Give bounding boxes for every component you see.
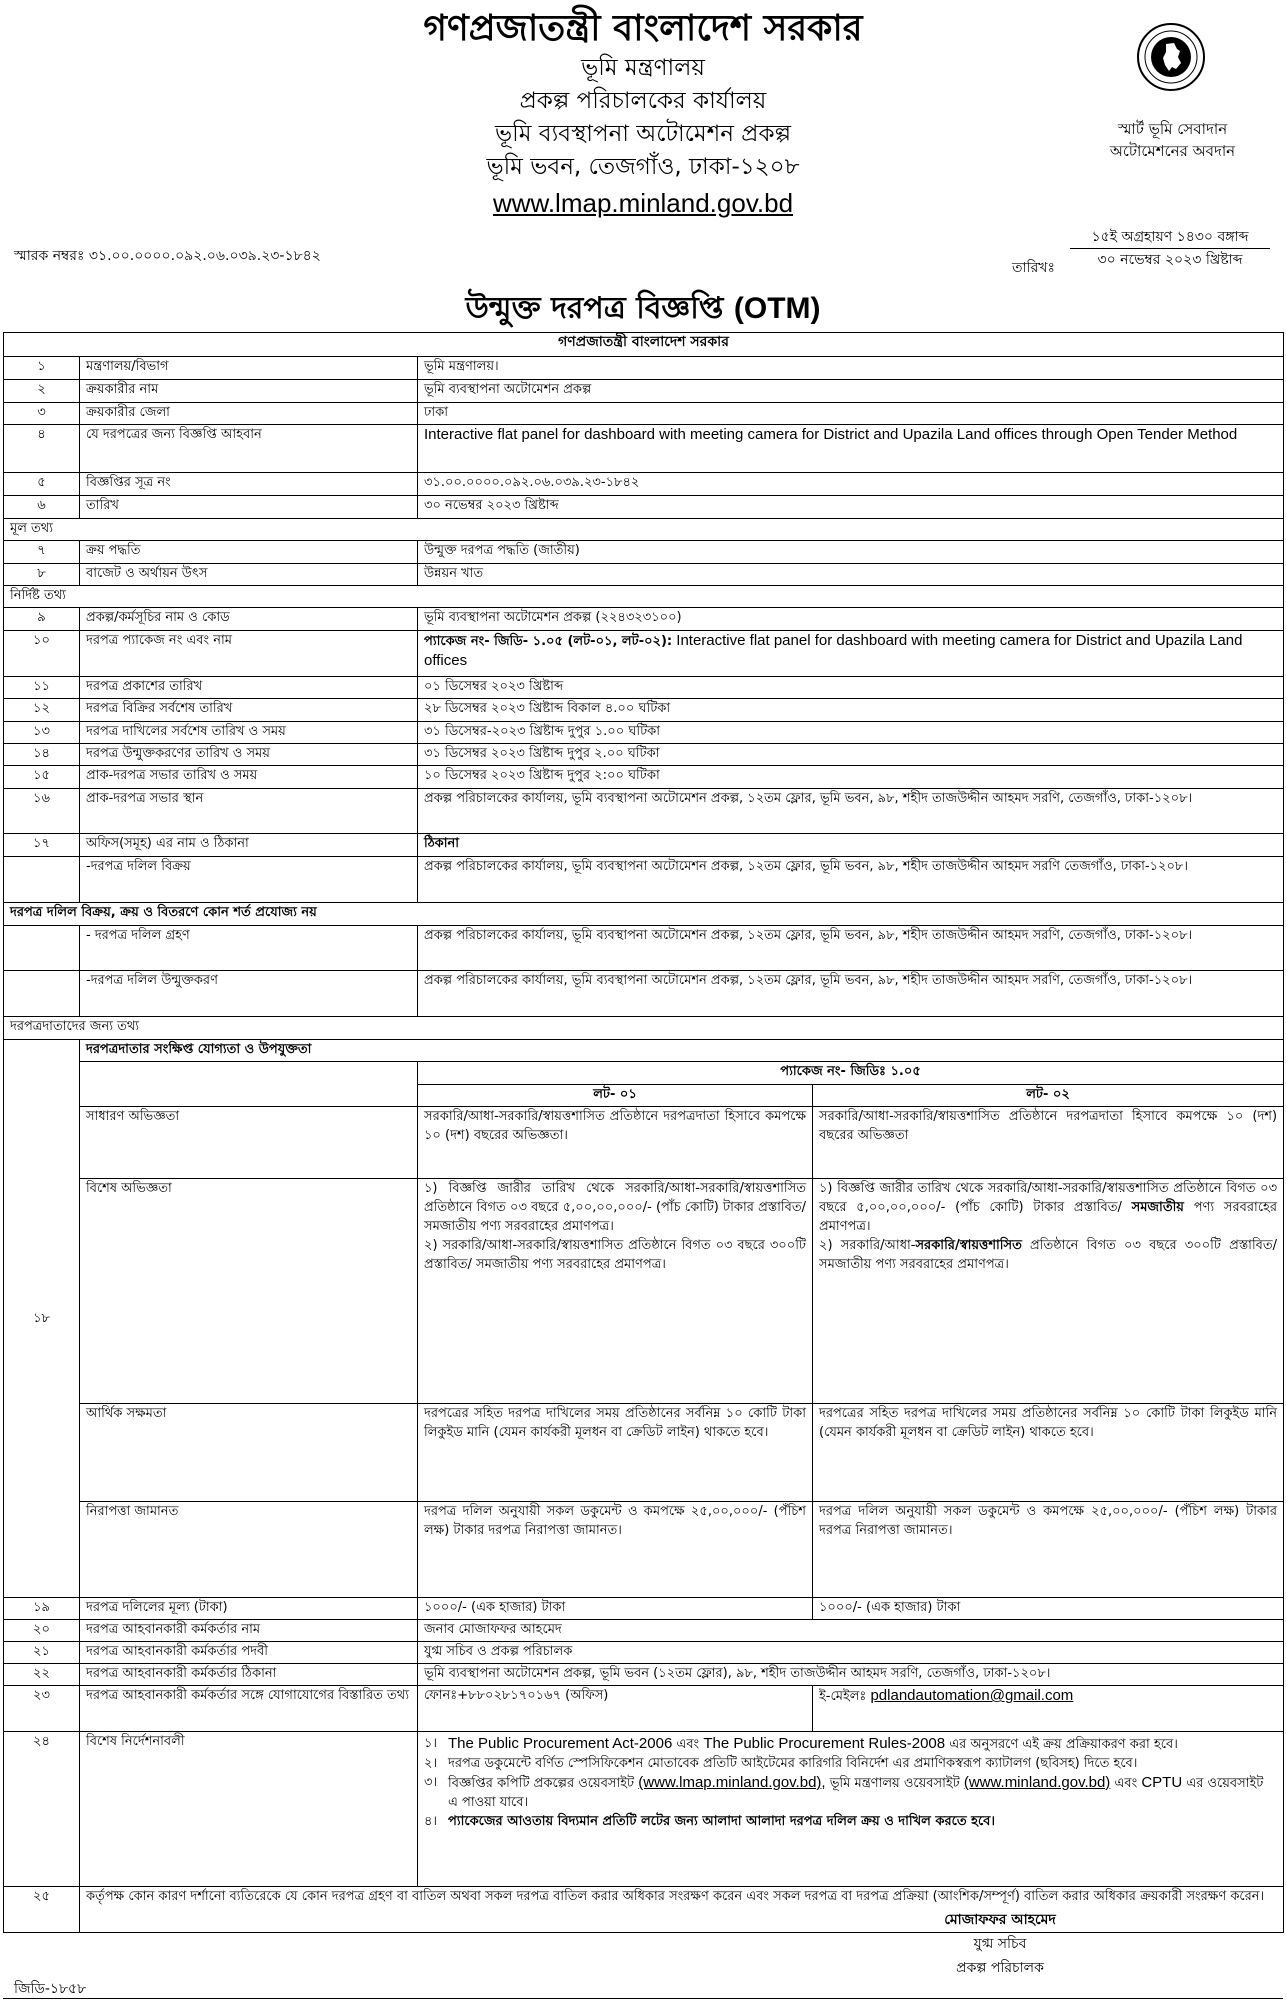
project-name: ভূমি ব্যবস্থাপনা অটোমেশন প্রকল্প — [495, 121, 791, 147]
row-number-empty — [4, 971, 80, 1017]
table-row — [4, 403, 1284, 425]
row-number: ১৯ — [4, 1598, 80, 1620]
text-part: ১) বিজ্ঞপ্তি জারীর তারিখ থেকে সরকারি/আধা-সরকারি/স্বায়ত্তশাসিত প্রতিষ্ঠানে বিগত ০৩ বছরে ৫,০০,০০,০০০/- (পাঁচ কোটি) টাকার প্রস্তাবিত/ — [819, 1181, 1278, 1215]
special-lot-2-item-1 — [819, 1179, 1277, 1236]
text-part: এর অনুসরণে এই ক্রয় প্রক্রিয়াকরণ করা হবে। — [949, 1737, 1178, 1752]
table-row — [4, 541, 1284, 564]
table-row — [4, 608, 1284, 631]
table-row — [4, 1179, 1284, 1404]
row-number: ২৩ — [4, 1686, 80, 1732]
row-value: ৩১ ডিসেম্বর-২০২৩ খ্রিষ্টাব্দ দুপুর ১.০০ ঘটিকা — [418, 722, 1284, 744]
section-main-info: মূল তথ্য — [4, 519, 1284, 541]
financial-capacity-lot-1: দরপত্রের সহিত দরপত্র দাখিলের সময় প্রতিষ্ঠানের সর্বনিম্ন ১০ কোটি টাকা লিকুইড মানি (যেমন কার্যকরী মূলধন বা ক্রেডিট লাইন) থাকতে হবে। — [418, 1404, 813, 1502]
row-label: প্রকল্প/কর্মসূচির নাম ও কোড — [80, 608, 418, 631]
table-row — [4, 971, 1284, 1017]
title-otm: (OTM) — [733, 292, 821, 325]
special-experience-lot-2 — [813, 1179, 1284, 1404]
row-value: ঢাকা — [418, 403, 1284, 425]
row-value: ভূমি ব্যবস্থাপনা অটোমেশন প্রকল্প, ভূমি ভবন (১২তম ফ্লোর), ৯৮, শহীদ তাজউদ্দীন আহমদ সরণি, তেজগাঁও, ঢাকা-১২০৮। — [418, 1664, 1284, 1686]
signer-name: মোজাফফর আহমেদ — [944, 1912, 1056, 1928]
row-number: ৯ — [4, 608, 80, 631]
row-label: - দরপত্র দলিল গ্রহণ — [80, 926, 418, 971]
table-row — [4, 1040, 1284, 1062]
table-row — [4, 1062, 1284, 1085]
website-link[interactable]: www.lmap.minland.gov.bd — [492, 188, 794, 218]
row-number-empty — [4, 857, 80, 903]
contact-phone: ফোনঃ+৮৮০২৮১৭০১৬৭ (অফিস) — [418, 1686, 813, 1732]
table-row — [4, 586, 1284, 608]
text-bold: সমজাতীয় — [1131, 1200, 1184, 1215]
row-value — [418, 631, 1284, 677]
row-label: অফিস(সমূহ) এর নাম ও ঠিকানা — [80, 834, 418, 857]
table-row — [4, 1732, 1284, 1887]
row-value: ১০ ডিসেম্বর ২০২৩ খ্রিষ্টাব্দ দুপুর ২:০০ ঘটিকা — [418, 766, 1284, 789]
table-row — [4, 857, 1284, 903]
table-row — [4, 357, 1284, 380]
row-label: আর্থিক সক্ষমতা — [80, 1404, 418, 1502]
item-number: ১। — [424, 1736, 438, 1751]
row-value: প্রকল্প পরিচালকের কার্যালয়, ভূমি ব্যবস্থাপনা অটোমেশন প্রকল্প, ১২তম ফ্লোর, ভূমি ভবন, ৯৮, শহীদ তাজউদ্দীন আহমদ সরণি, তেজগাঁও, ঢাকা-১২০৮। — [418, 971, 1284, 1017]
table-row — [4, 1404, 1284, 1502]
item-text: প্যাকেজের আওতায় বিদ্যমান প্রতিটি লটের জন্য আলাদা আলাদা দরপত্র দলিল ক্রয় ও দাখিল করতে হবে। — [448, 1814, 996, 1829]
table-row — [4, 699, 1284, 722]
package-name: Interactive flat panel for dashboard with meeting camera for District and Upazila Land offices — [424, 632, 1243, 669]
row-number: ৮ — [4, 564, 80, 586]
row-value: উন্নয়ন খাত — [418, 564, 1284, 586]
row-number: ১৭ — [4, 834, 80, 857]
list-item — [424, 1754, 1277, 1773]
row-label: নিরাপত্তা জামানত — [80, 1502, 418, 1598]
text-part: বিজ্ঞপ্তির কপিটি প্রকল্পের ওয়েবসাইট — [448, 1776, 635, 1791]
table-row — [4, 564, 1284, 586]
item-text — [448, 1773, 1277, 1812]
row-number: ১ — [4, 357, 80, 380]
row-number: ২৫ — [4, 1887, 80, 1933]
row-number: ৭ — [4, 541, 80, 564]
table-row — [4, 1642, 1284, 1664]
section-no-condition: দরপত্র দলিল বিক্রয়, ক্রয় ও বিতরণে কোন শর্ত প্রযোজ্য নয় — [4, 903, 1284, 926]
table-row — [4, 722, 1284, 744]
row-value: ভূমি ব্যবস্থাপনা অটোমেশন প্রকল্প — [418, 380, 1284, 403]
text-part: The Public Procurement Act-2006 — [448, 1735, 673, 1752]
row-label: দরপত্র আহবানকারী কর্মকর্তার ঠিকানা — [80, 1664, 418, 1686]
signature-block — [840, 1908, 1160, 1980]
row-label: ক্রয় পদ্ধতি — [80, 541, 418, 564]
row-value: ২৮ ডিসেম্বর ২০২৩ খ্রিষ্টাব্দ বিকাল ৪.০০ ঘটিকা — [418, 699, 1284, 722]
text-part: পণ্য সরবরাহের প্রমাণপত্র। — [819, 1200, 1278, 1234]
text-bold: সরকারি/স্বায়ত্তশাসিত — [915, 1238, 1022, 1253]
table-row — [4, 1598, 1284, 1620]
special-instructions — [418, 1732, 1284, 1887]
special-lot-1-item-1: ১) বিজ্ঞপ্তি জারীর তারিখ থেকে সরকারি/আধা-সরকারি/স্বায়ত্তশাসিত প্রতিষ্ঠানে বিগত ০৩ বছরে ৫,০০,০০,০০০/- (পাঁচ কোটি) টাকার প্রস্তাবিত/ সমজাতীয় পণ্য সরবরাহের প্রমাণপত্র। — [424, 1181, 806, 1234]
signer-title: যুগ্ম সচিব — [973, 1936, 1027, 1952]
instruction-list — [424, 1734, 1277, 1831]
text-part: এবং — [676, 1737, 700, 1752]
row-label: যে দরপত্রের জন্য বিজ্ঞপ্তি আহবান — [80, 425, 418, 473]
row-label: দরপত্র দাখিলের সর্বশেষ তারিখ ও সময় — [80, 722, 418, 744]
row-label: বিশেষ অভিজ্ঞতা — [80, 1179, 418, 1404]
financial-capacity-lot-2: দরপত্রের সহিত দরপত্র দাখিলের সময় প্রতিষ্ঠানের সর্বনিম্ন ১০ কোটি টাকা লিকুইড মানি (যেমন কার্যকরী মূলধন বা ক্রেডিট লাইন) থাকতে হবে। — [813, 1404, 1284, 1502]
document-price-lot-2: ১০০০/- (এক হাজার) টাকা — [813, 1598, 1284, 1620]
row-value: জনাব মোজাফফর আহমেদ — [418, 1620, 1284, 1642]
row-value: কর্তৃপক্ষ কোন কারণ দর্শানো ব্যতিরেকে যে কোন দরপত্র গ্রহণ বা বাতিল অথবা সকল দরপত্র বাতিল করার অধিকার সংরক্ষণ করেন এবং সকল দরপত্র বা দরপত্র প্রক্রিয়া (আংশিক/সম্পূর্ণ) বাতিল করার অধিকার ক্রয়কারী সংরক্ষণ করেন। — [80, 1887, 1284, 1933]
special-lot-1-item-2: ২) সরকারি/আধা-সরকারি/স্বায়ত্তশাসিত প্রতিষ্ঠানে বিগত ০৩ বছরে ৩০০টি প্রস্তাবিত/ সমজাতীয় পণ্য সরবরাহের প্রমাণপত্র। — [424, 1238, 806, 1272]
row-number-empty — [4, 926, 80, 971]
row-value: প্রকল্প পরিচালকের কার্যালয়, ভূমি ব্যবস্থাপনা অটোমেশন প্রকল্প, ১২তম ফ্লোর, ভূমি ভবন, ৯৮, শহীদ তাজউদ্দীন আহমদ সরণি, তেজগাঁও, ঢাকা-১২০৮। — [418, 926, 1284, 971]
gd-number: জিডি-১৮৫৮ — [14, 1981, 87, 1997]
row-label: দরপত্র আহবানকারী কর্মকর্তার পদবী — [80, 1642, 418, 1664]
row-label: বাজেট ও অর্থায়ন উৎস — [80, 564, 418, 586]
signature-footer — [0, 1905, 1286, 2000]
row-label: সাধারণ অভিজ্ঞতা — [80, 1107, 418, 1179]
lot-2-heading: লট- ০২ — [813, 1085, 1284, 1107]
row-label: তারিখ — [80, 496, 418, 519]
section-bidder-info: দরপত্রদাতাদের জন্য তথ্য — [4, 1017, 1284, 1040]
special-lot-2-item-2 — [819, 1236, 1277, 1274]
row-label: দরপত্র প্রকাশের তারিখ — [80, 677, 418, 699]
text-part: এবং — [1114, 1776, 1138, 1791]
table-row — [4, 1686, 1284, 1732]
special-experience-lot-1 — [418, 1179, 813, 1404]
list-item — [424, 1734, 1277, 1754]
text-part: The Public Procurement Rules-2008 — [703, 1735, 946, 1752]
row-value: ৩১.০০.০০০০.০৯২.০৬.০৩৯.২৩-১৮৪২ — [418, 473, 1284, 496]
list-item — [424, 1773, 1277, 1812]
row-number: ১৪ — [4, 744, 80, 766]
row-label: দরপত্র বিক্রির সর্বশেষ তারিখ — [80, 699, 418, 722]
table-row — [4, 473, 1284, 496]
tagline-line-2: অটোমেশনের অবদান — [1109, 142, 1236, 160]
text-part: প্রতিষ্ঠানে বিগত ০৩ বছরে ৩০০টি প্রস্তাবিত/ সমজাতীয় পণ্য সরবরাহের প্রমাণপত্র। — [819, 1238, 1278, 1272]
row-number: ১১ — [4, 677, 80, 699]
item-number: ২। — [424, 1756, 438, 1771]
row-number: ৩ — [4, 403, 80, 425]
row-number: ২০ — [4, 1620, 80, 1642]
row-value: ০১ ডিসেম্বর ২০২৩ খ্রিষ্টাব্দ — [418, 677, 1284, 699]
row-label: প্রাক-দরপত্র সভার তারিখ ও সময় — [80, 766, 418, 789]
row-number: ২১ — [4, 1642, 80, 1664]
row-value: ঠিকানা — [418, 834, 1284, 857]
row-label: -দরপত্র দলিল বিক্রয় — [80, 857, 418, 903]
package-heading: প্যাকেজ নং- জিডিঃ ১.০৫ — [418, 1062, 1284, 1085]
row-value: যুগ্ম সচিব ও প্রকল্প পরিচালক — [418, 1642, 1284, 1664]
office-name: প্রকল্প পরিচালকের কার্যালয় — [519, 88, 767, 114]
row-number: ১৬ — [4, 789, 80, 834]
item-number: ৪। — [424, 1814, 438, 1829]
row-number: ৬ — [4, 496, 80, 519]
row-label: দরপত্র আহবানকারী কর্মকর্তার নাম — [80, 1620, 418, 1642]
signer-role: প্রকল্প পরিচালক — [956, 1960, 1044, 1976]
row-label: ক্রয়কারীর জেলা — [80, 403, 418, 425]
item-text — [448, 1734, 1178, 1754]
row-number: ১৫ — [4, 766, 80, 789]
row-value: ৩১ ডিসেম্বর ২০২৩ খ্রিষ্টাব্দ দুপুর ২.০০ ঘটিকা — [418, 744, 1284, 766]
row-number: ৫ — [4, 473, 80, 496]
text-part: এর ওয়েবসাইট এ পাওয়া যাবে। — [448, 1776, 1264, 1810]
table-row — [4, 1017, 1284, 1040]
project-website-link[interactable]: (www.lmap.minland.gov.bd), — [638, 1774, 826, 1791]
general-experience-lot-2: সরকারি/আধা-সরকারি/স্বায়ত্তশাসিত প্রতিষ্ঠানে দরপত্রদাতা হিসাবে কমপক্ষে ১০ (দশ) বছরের অভিজ্ঞতা — [813, 1107, 1284, 1179]
header-center — [250, 6, 1036, 222]
row-value: ভূমি ব্যবস্থাপনা অটোমেশন প্রকল্প (২২৪৩২৩১০০) — [418, 608, 1284, 631]
item-number: ৩। — [424, 1775, 438, 1790]
date-bangla: ১৫ই অগ্রহায়ণ ১৪৩০ বঙ্গাব্দ — [1070, 226, 1270, 249]
row-number: ২৪ — [4, 1732, 80, 1887]
memo-number: স্মারক নম্বরঃ ৩১.০০.০০০০.০৯২.০৬.০৩৯.২৩-১৮৪২ — [14, 248, 321, 264]
row-number: ১৩ — [4, 722, 80, 744]
row-label: প্রাক-দরপত্র সভার স্থান — [80, 789, 418, 834]
row-label: -দরপত্র দলিল উন্মুক্তকরণ — [80, 971, 418, 1017]
tender-info-table — [3, 332, 1284, 1933]
row-label: বিশেষ নির্দেশনাবলী — [80, 1732, 418, 1887]
row-number: ৪ — [4, 425, 80, 473]
row-value: প্রকল্প পরিচালকের কার্যালয়, ভূমি ব্যবস্থাপনা অটোমেশন প্রকল্প, ১২তম ফ্লোর, ভূমি ভবন, ৯৮, শহীদ তাজউদ্দীন আহমদ সরণি তেজগাঁও, ঢাকা-১২০৮। — [418, 857, 1284, 903]
text-part: ভূমি মন্ত্রণালয় ওয়েবসাইট — [829, 1776, 960, 1791]
notice-title — [0, 284, 1286, 335]
row-label: দরপত্র দলিলের মূল্য (টাকা) — [80, 1598, 418, 1620]
table-row — [4, 1664, 1284, 1686]
text-part: CPTU — [1141, 1774, 1183, 1791]
list-item — [424, 1812, 1277, 1831]
email-link[interactable]: pdlandautomation@gmail.com — [870, 1687, 1074, 1704]
tagline-line-1: স্মার্ট ভূমি সেবাদান — [1117, 120, 1228, 138]
table-row — [4, 333, 1284, 357]
government-name: গণপ্রজাতন্ত্রী বাংলাদেশ সরকার — [423, 8, 863, 49]
row-label: দরপত্র উন্মুক্তকরণের তারিখ ও সময় — [80, 744, 418, 766]
table-row — [4, 1107, 1284, 1179]
table-row — [4, 903, 1284, 926]
table-row — [4, 926, 1284, 971]
date-english: ৩০ নভেম্বর ২০২৩ খ্রিষ্টাব্দ — [1097, 252, 1243, 268]
row-label: দরপত্র আহবানকারী কর্মকর্তার সঙ্গে যোগাযোগের বিস্তারিত তথ্য — [80, 1686, 418, 1732]
table-row — [4, 744, 1284, 766]
table-row — [4, 380, 1284, 403]
row-value: ভূমি মন্ত্রণালয়। — [418, 357, 1284, 380]
office-address: ভূমি ভবন, তেজগাঁও, ঢাকা-১২০৮ — [486, 154, 800, 180]
email-label: ই-মেইলঃ — [819, 1689, 867, 1704]
row-number: ২ — [4, 380, 80, 403]
ministry-website-link[interactable]: (www.minland.gov.bd) — [963, 1774, 1111, 1791]
date-label: তারিখঃ — [1012, 260, 1055, 276]
row-number: ১৮ — [4, 1040, 80, 1598]
general-experience-lot-1: সরকারি/আধা-সরকারি/স্বায়ত্তশাসিত প্রতিষ্ঠানে দরপত্রদাতা হিসাবে কমপক্ষে ১০ (দশ) বছরের অভিজ্ঞতা। — [418, 1107, 813, 1179]
qualification-heading: দরপত্রদাতার সংক্ষিপ্ত যোগ্যতা ও উপযুক্ততা — [80, 1040, 1284, 1062]
row-label: ক্রয়কারীর নাম — [80, 380, 418, 403]
table-row — [4, 677, 1284, 699]
table-row — [4, 834, 1284, 857]
government-seal-icon — [1136, 22, 1206, 92]
row-label: মন্ত্রণালয়/বিভাগ — [80, 357, 418, 380]
table-row — [4, 631, 1284, 677]
table-row — [4, 789, 1284, 834]
smart-land-tagline — [1070, 118, 1275, 162]
ministry-name: ভূমি মন্ত্রণালয় — [581, 55, 705, 81]
row-label: দরপত্র প্যাকেজ নং এবং নাম — [80, 631, 418, 677]
row-value: প্রকল্প পরিচালকের কার্যালয়, ভূমি ব্যবস্থাপনা অটোমেশন প্রকল্প, ১২তম ফ্লোর, ভূমি ভবন, ৯৮, শহীদ তাজউদ্দীন আহমদ সরণি, তেজগাঁও, ঢাকা-১২০৮। — [418, 789, 1284, 834]
row-number: ১২ — [4, 699, 80, 722]
item-text: দরপত্র ডকুমেন্টে বর্ণিত স্পেসিফিকেশন মোতাবেক প্রতিটি আইটেমের কারিগরি বিনির্দেশ এর প্রমাণিকস্বরূপ ক্যাটালগ (ছবিসহ) দিতে হবে। — [448, 1756, 1138, 1771]
security-deposit-lot-1: দরপত্র দলিল অনুযায়ী সকল ডকুমেন্ট ও কমপক্ষে ২৫,০০,০০০/- (পঁচিশ লক্ষ) টাকার দরপত্র নিরাপত্তা জামানত। — [418, 1502, 813, 1598]
row-value: Interactive flat panel for dashboard with meeting camera for District and Upazila Land offices through Open Tender Method — [418, 425, 1284, 473]
row-label: বিজ্ঞপ্তির সূত্র নং — [80, 473, 418, 496]
row-value: ৩০ নভেম্বর ২০২৩ খ্রিষ্টাব্দ — [418, 496, 1284, 519]
document-price-lot-1: ১০০০/- (এক হাজার) টাকা — [418, 1598, 813, 1620]
title-bangla: উন্মুক্ত দরপত্র বিজ্ঞপ্তি — [465, 291, 724, 326]
lot-1-heading: লট- ০১ — [418, 1085, 813, 1107]
contact-email — [813, 1686, 1284, 1732]
bottom-rule — [3, 1998, 1283, 1999]
notice-header — [0, 0, 1286, 335]
table-gov-heading: গণপ্রজাতন্ত্রী বাংলাদেশ সরকার — [4, 333, 1284, 357]
row-number: ১০ — [4, 631, 80, 677]
table-row — [4, 425, 1284, 473]
package-number: প্যাকেজ নং- জিডি- ১.০৫ (লট-০১, লট-০২): — [424, 634, 673, 649]
table-row — [4, 766, 1284, 789]
section-specific-info: নির্দিষ্ট তথ্য — [4, 586, 1284, 608]
security-deposit-lot-2: দরপত্র দলিল অনুযায়ী সকল ডকুমেন্ট ও কমপক্ষে ২৫,০০,০০০/- (পঁচিশ লক্ষ) টাকার দরপত্র নিরাপত্তা জামানত। — [813, 1502, 1284, 1598]
date-block — [1070, 226, 1270, 271]
table-row — [4, 1620, 1284, 1642]
empty-cell — [80, 1062, 418, 1107]
table-row — [4, 519, 1284, 541]
row-value: উন্মুক্ত দরপত্র পদ্ধতি (জাতীয়) — [418, 541, 1284, 564]
table-row — [4, 496, 1284, 519]
text-part: ২) সরকারি/আধা- — [819, 1238, 916, 1253]
row-number: ২২ — [4, 1664, 80, 1686]
table-row — [4, 1502, 1284, 1598]
